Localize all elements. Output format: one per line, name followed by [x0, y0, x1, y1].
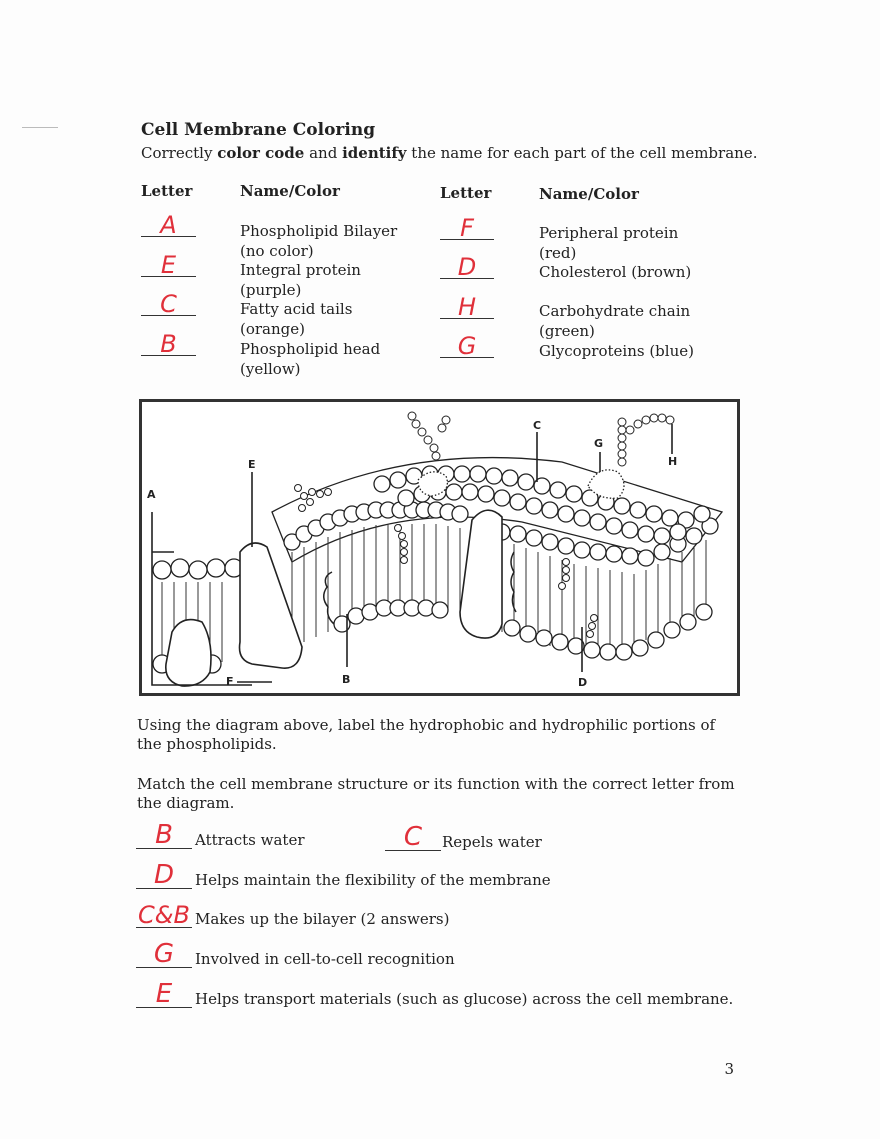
- scan-artifact: [22, 127, 58, 128]
- instruction-match: Match the cell membrane structure or its function with the correct letter from the diagram.: [137, 775, 735, 812]
- instruction-hydrophobic: Using the diagram above, label the hydrophobic and hydrophilic portions of the phospholipids.: [137, 716, 716, 753]
- match-answer: C&B: [138, 901, 190, 929]
- key-item-name: Glycoproteins (blue): [539, 342, 694, 360]
- key-answer-blank[interactable]: B: [141, 333, 196, 356]
- match-answer-blank[interactable]: [136, 981, 192, 1008]
- name-color-header-left: Name/Color: [240, 182, 340, 200]
- match-answer-blank[interactable]: [136, 941, 192, 968]
- match-row: [385, 824, 542, 851]
- match-answer: D: [153, 860, 175, 890]
- match-answer: B: [155, 820, 173, 850]
- diagram-label-c: C: [533, 419, 542, 432]
- key-item-name: Peripheral protein (red): [539, 224, 679, 262]
- match-row: [136, 941, 455, 968]
- key-answer-blank[interactable]: A: [141, 214, 196, 237]
- match-text: Helps maintain the flexibility of the membrane: [195, 871, 551, 889]
- cell-membrane-diagram: [139, 399, 740, 696]
- match-answer-blank[interactable]: [136, 901, 192, 928]
- page-subtitle: Correctly color code and identify the name for each part of the cell membrane.: [141, 144, 758, 162]
- key-answer-blank[interactable]: C: [141, 293, 196, 316]
- key-item-name: Cholesterol (brown): [539, 263, 692, 281]
- match-row: [136, 862, 551, 889]
- letter-header-left: Letter: [141, 182, 193, 200]
- diagram-label-a: A: [147, 488, 156, 501]
- key-answer-blank[interactable]: G: [440, 335, 494, 358]
- match-text: Helps transport materials (such as glucose) across the cell membrane.: [195, 990, 734, 1008]
- page-number: 3: [724, 1060, 734, 1078]
- match-answer: E: [155, 979, 173, 1009]
- match-row: [136, 822, 305, 849]
- name-color-header-right: Name/Color: [539, 185, 639, 203]
- key-item-name: Phospholipid head (yellow): [240, 340, 381, 378]
- key-item-name: Phospholipid Bilayer (no color): [240, 222, 398, 260]
- membrane-illustration: [142, 402, 737, 693]
- diagram-label-d: D: [578, 676, 588, 689]
- key-item-name: Integral protein (purple): [240, 261, 361, 299]
- match-text: Attracts water: [195, 831, 305, 849]
- diagram-label-e: E: [248, 458, 256, 471]
- diagram-label-b: B: [342, 673, 351, 686]
- key-answer-blank[interactable]: E: [141, 254, 196, 277]
- match-text: Makes up the bilayer (2 answers): [195, 910, 450, 928]
- match-answer: G: [153, 939, 175, 969]
- letter-header-right: Letter: [440, 184, 492, 202]
- key-answer-blank[interactable]: F: [440, 217, 494, 240]
- match-answer-blank[interactable]: [136, 862, 192, 889]
- match-row: [136, 901, 449, 928]
- match-answer-blank[interactable]: [136, 822, 192, 849]
- diagram-label-h: H: [668, 455, 678, 468]
- match-answer: C: [403, 822, 423, 852]
- key-answer-blank[interactable]: H: [440, 296, 494, 319]
- diagram-label-f: F: [226, 675, 234, 688]
- match-text: Repels water: [442, 833, 542, 851]
- key-answer-blank[interactable]: D: [440, 256, 494, 279]
- match-text: Involved in cell-to-cell recognition: [195, 950, 455, 968]
- match-row: [136, 981, 733, 1008]
- diagram-label-g: G: [594, 437, 604, 450]
- match-answer-blank[interactable]: [385, 824, 441, 851]
- key-item-name: Carbohydrate chain (green): [539, 302, 691, 340]
- page-title: Cell Membrane Coloring: [141, 120, 376, 140]
- key-item-name: Fatty acid tails (orange): [240, 300, 353, 338]
